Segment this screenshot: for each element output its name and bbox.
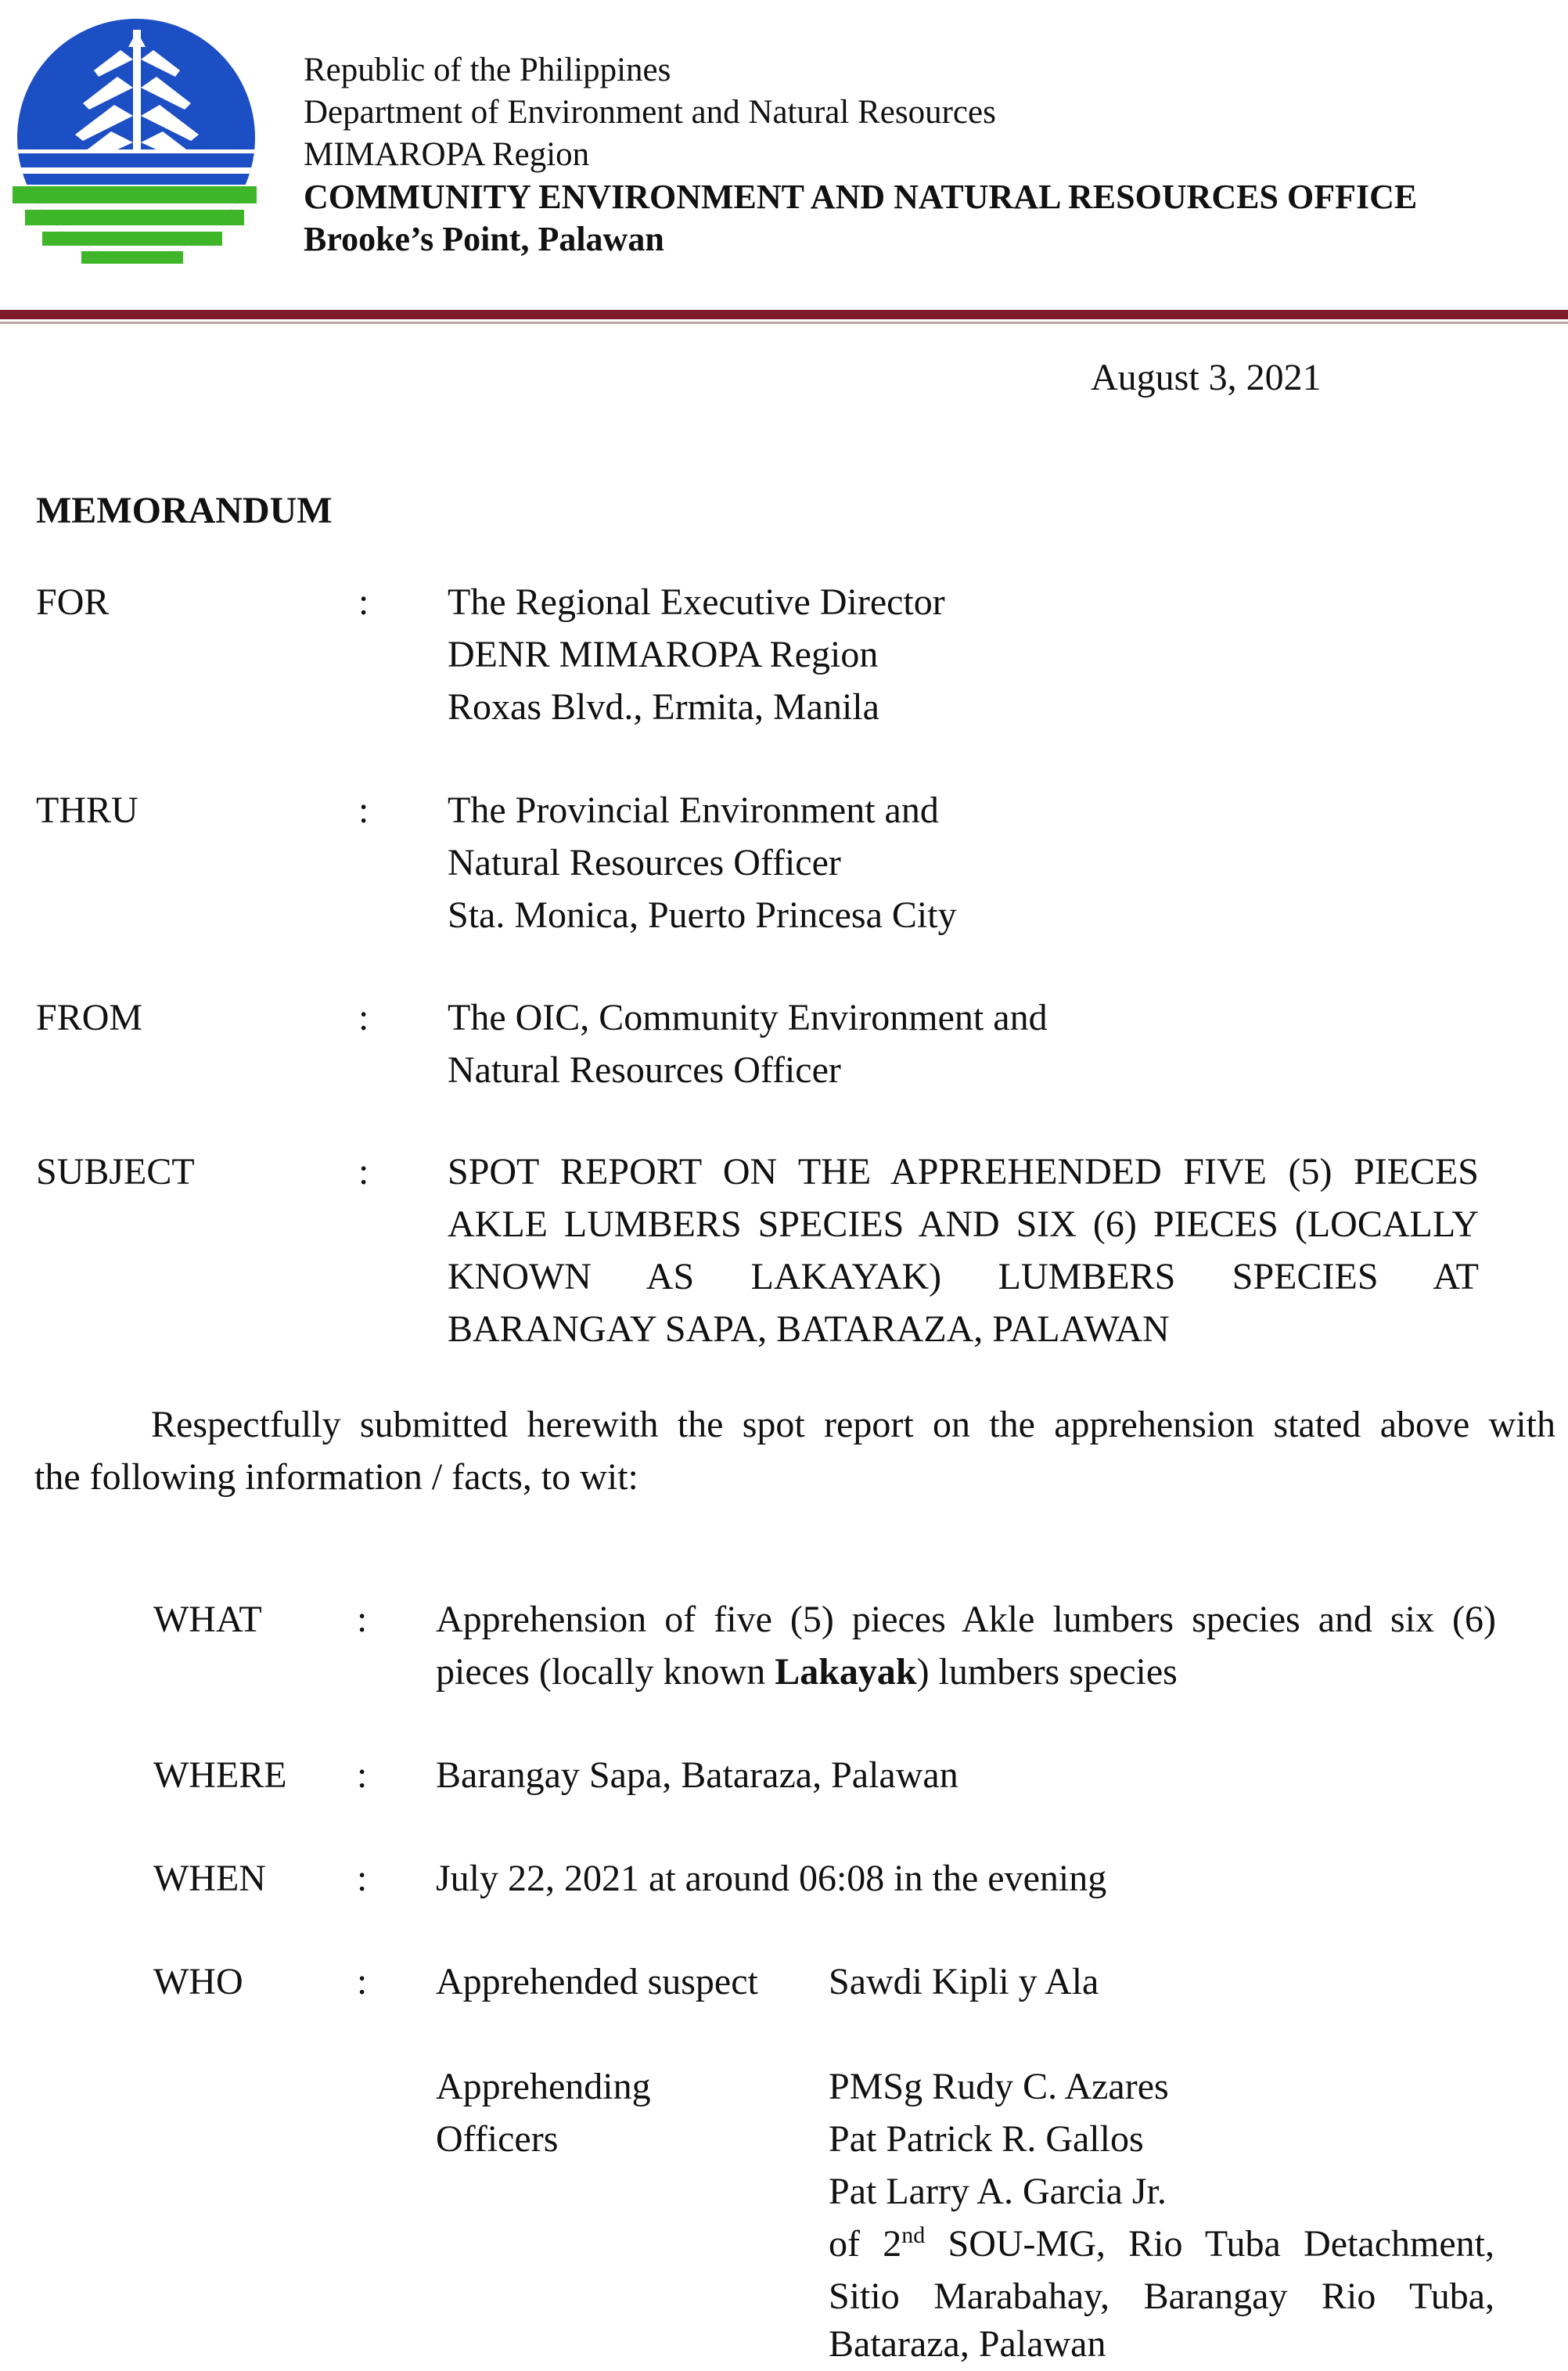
subject-line-3: KNOWN AS LAKAYAK) LUMBERS SPECIES AT <box>448 1256 1479 1297</box>
header-divider <box>0 310 1568 319</box>
for-label: FOR <box>36 581 110 623</box>
what-line-2 <box>436 1646 1178 1698</box>
officer-unit-line-3: Bataraza, Palawan <box>829 2323 1106 2365</box>
letterhead-location: Brooke’s Point, Palawan <box>304 220 664 258</box>
for-line-2: DENR MIMAROPA Region <box>448 634 879 675</box>
what-line-2-pre: pieces (locally known <box>436 1651 775 1693</box>
officer-unit-line-1 <box>829 2218 1494 2270</box>
thru-line-1: The Provincial Environment and <box>448 790 939 831</box>
unit-pre: of 2 <box>829 2223 902 2265</box>
from-line-1: The OIC, Community Environment and <box>448 997 1048 1038</box>
what-colon: : <box>357 1599 368 1640</box>
from-colon: : <box>358 997 369 1038</box>
letterhead-line-republic: Republic of the Philippines <box>304 52 671 88</box>
unit-post: SOU-MG, Rio Tuba Detachment, <box>925 2223 1495 2265</box>
denr-logo-icon <box>11 13 258 271</box>
for-colon: : <box>358 581 369 623</box>
header-divider-shadow <box>0 322 1568 324</box>
letterhead-office: COMMUNITY ENVIRONMENT AND NATURAL RESOURCES OFFICE <box>304 178 1418 216</box>
subject-line-4: BARANGAY SAPA, BATARAZA, PALAWAN <box>448 1308 1170 1350</box>
intro-line-1: Respectfully submitted herewith the spot report on the apprehension stated above with <box>151 1404 1555 1445</box>
officer-3: Pat Larry A. Garcia Jr. <box>829 2171 1167 2212</box>
officers-label-2: Officers <box>436 2118 559 2160</box>
for-line-3: Roxas Blvd., Ermita, Manila <box>448 686 879 728</box>
officer-2: Pat Patrick R. Gallos <box>829 2118 1144 2160</box>
what-label: WHAT <box>153 1599 262 1640</box>
officer-unit-line-2: Sitio Marabahay, Barangay Rio Tuba, <box>829 2276 1494 2317</box>
thru-line-2: Natural Resources Officer <box>448 842 841 883</box>
memo-title: MEMORANDUM <box>36 490 333 531</box>
unit-sup: nd <box>901 2222 926 2248</box>
where-value: Barangay Sapa, Bataraza, Palawan <box>436 1754 958 1796</box>
where-label: WHERE <box>153 1754 287 1796</box>
officer-1: PMSg Rudy C. Azares <box>829 2066 1169 2107</box>
who-label: WHO <box>153 1961 243 2002</box>
letterhead-line-region: MIMAROPA Region <box>304 136 590 173</box>
subject-line-1: SPOT REPORT ON THE APPREHENDED FIVE (5) PIECES <box>448 1151 1479 1193</box>
when-colon: : <box>357 1858 368 1899</box>
subject-line-2: AKLE LUMBERS SPECIES AND SIX (6) PIECES (LOCALLY <box>448 1203 1479 1245</box>
what-line-2-post: ) lumbers species <box>916 1651 1178 1693</box>
memo-date: August 3, 2021 <box>1091 357 1322 398</box>
from-label: FROM <box>36 997 143 1038</box>
from-line-2: Natural Resources Officer <box>448 1049 841 1091</box>
subject-colon: : <box>358 1151 369 1193</box>
letterhead-line-department: Department of Environment and Natural Resources <box>304 94 996 131</box>
officers-label-1: Apprehending <box>436 2066 651 2107</box>
thru-colon: : <box>358 790 369 831</box>
what-line-2-bold: Lakayak <box>775 1651 917 1693</box>
intro-line-2: the following information / facts, to wit: <box>34 1456 638 1498</box>
thru-label: THRU <box>36 790 138 831</box>
for-line-1: The Regional Executive Director <box>448 581 945 623</box>
when-label: WHEN <box>153 1858 266 1899</box>
suspect-label: Apprehended suspect <box>436 1961 758 2002</box>
thru-line-3: Sta. Monica, Puerto Princesa City <box>448 894 957 936</box>
what-line-1: Apprehension of five (5) pieces Akle lumbers species and six (6) <box>436 1599 1496 1640</box>
where-colon: : <box>357 1754 368 1796</box>
subject-label: SUBJECT <box>36 1151 195 1193</box>
who-colon: : <box>357 1961 368 2002</box>
suspect-value: Sawdi Kipli y Ala <box>829 1961 1099 2002</box>
when-value: July 22, 2021 at around 06:08 in the evening <box>436 1858 1107 1899</box>
